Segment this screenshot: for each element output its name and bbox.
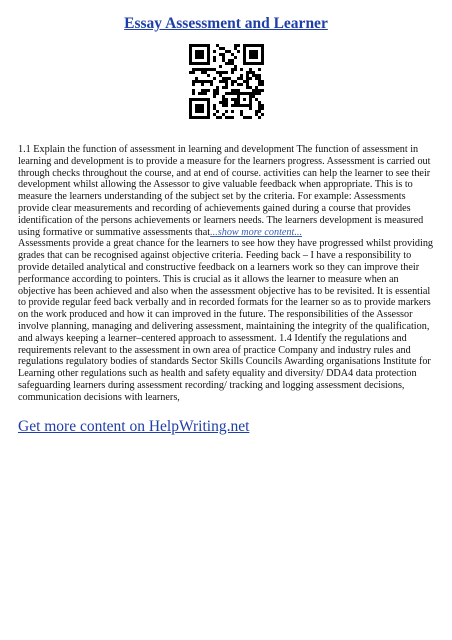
- essay-paragraph-1: [18, 144, 436, 238]
- get-more-content-link[interactable]: Get more content on HelpWriting.net: [18, 418, 250, 435]
- document-title[interactable]: Essay Assessment and Learner: [124, 15, 328, 32]
- qr-code-icon: [189, 44, 264, 119]
- essay-paragraph-2: Assessments provide a great chance for the learners to see how they have progressed whilst providing grades that can be recognised against objective criteria. Feeding back – I have a responsibility to provide detailed analytical and constructive feedback on a learners work so they can improve their performance according to pointers. This is crucial as it allows the learner to measure when an objective has been achieved and also when the assessment objective has to be revisited. It is essential to provide regular feed back verbally and in recorded formats for the learner so as to provide markers on the work produced and how it can improved in the future. The responsibilities of the Assessor involve planning, managing and delivering assessment, maintaining the integrity of the qualification, and always keeping a learner–centered approach to assessment. 1.4 Identify the regulations and requirements relevant to the assessment in own area of practice Company and industry rules and regulations regulatory bodies of standards Sector Skills Councils Awarding organisations Institute for Learning other regulations such as health and safety equality and diversity/ DDA4 data protection safeguarding learners during assessment recording/ tracking and logging assessment decisions, communication decisions with learners,: [18, 238, 434, 403]
- essay-paragraph-1-text: 1.1 Explain the function of assessment in learning and development The function of assessment in learning and development is to provide a measure for the learners progress. Assessment is carried out through checks throughout the course, and at end of course. activities can help the learner to see their development whilst allowing the Assessor to give valuable feedback when appropriate. This is to measure the learners understanding of the subject set by the criteria. For example: Assessments provide clear measurements and recording of achievements gained during a course that provides identification of the persons achievements or learners needs. The learners development is measured using formative or summative assessments that: [18, 144, 431, 238]
- essay-body: [18, 144, 436, 404]
- show-more-link[interactable]: ...show more content...: [210, 226, 302, 238]
